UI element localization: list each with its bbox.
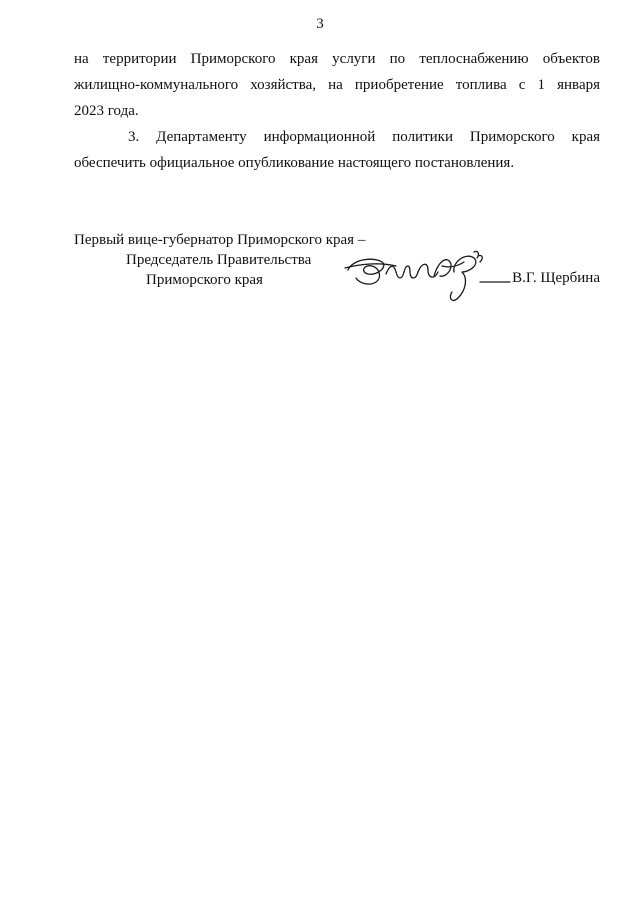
text-line: на территории Приморского края услуги по теплоснабжению объектов [74, 51, 600, 67]
text-line: 2023 года. [74, 103, 139, 119]
signer-title-line: Приморского края [146, 272, 263, 288]
paragraph-continuation [74, 46, 600, 124]
document-body [74, 46, 600, 176]
signer-title-line: Первый вице-губернатор Приморского края – [74, 232, 366, 248]
paragraph-item-3 [74, 124, 600, 176]
text-line: 3. Департаменту информационной политики Приморского края [128, 129, 600, 145]
signer-title-line: Председатель Правительства [126, 252, 312, 268]
text-line: обеспечить официальное опубликование настоящего постановления. [74, 155, 515, 171]
signer-name: В.Г. Щербина [512, 270, 600, 286]
signature-block [74, 232, 600, 302]
page-number: 3 [316, 16, 324, 32]
handwritten-signature [342, 242, 512, 304]
text-line: жилищно-коммунального хозяйства, на приобретение топлива с 1 января [74, 77, 600, 93]
